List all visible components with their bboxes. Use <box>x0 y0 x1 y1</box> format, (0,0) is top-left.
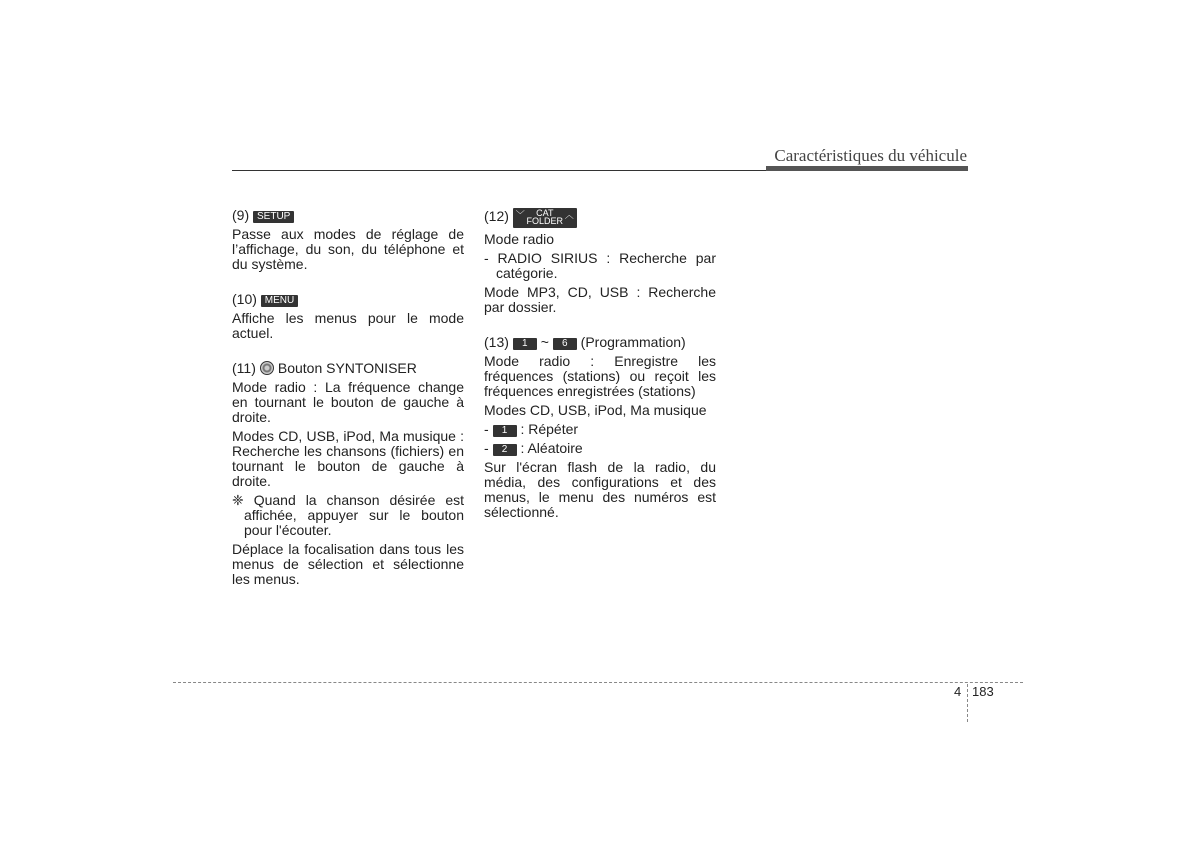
item-11-cd-text: Modes CD, USB, iPod, Ma musique : Recherche les chansons (fichiers) en tournant le bouton de gauche à droite. <box>232 428 464 489</box>
preset-1-button-icon: 1 <box>513 338 537 350</box>
item-10-label: (10) <box>232 291 257 307</box>
item-9-label: (9) <box>232 207 250 223</box>
cat-folder-button-icon: ﹀ CAT FOLDER ︿ <box>513 208 577 228</box>
item-11-radio-text: Mode radio : La fréquence change en tournant le bouton de gauche à droite. <box>232 379 464 425</box>
item-11-focus-text: Déplace la focalisation dans tous les menus de sélection et sélectionne les menus. <box>232 541 464 587</box>
item-12-mp3: Mode MP3, CD, USB : Recherche par dossier. <box>484 284 716 315</box>
item-13-label: (13) <box>484 334 509 350</box>
item-13-heading <box>484 335 716 350</box>
setup-button-icon: SETUP <box>253 211 294 223</box>
item-12-label: (12) <box>484 208 509 224</box>
chapter-number: 4 <box>954 684 962 699</box>
item-13-tilde: ~ <box>540 334 549 350</box>
item-13-repeat-line: - 1 : Répéter <box>484 421 579 437</box>
chevron-up-icon: ︿ <box>564 210 574 220</box>
left-column <box>232 208 464 591</box>
header-bar <box>766 166 968 171</box>
footer-divider <box>173 682 1023 683</box>
item-13-flash: Sur l'écran flash de la radio, du média, des configurations et des menus, le menu des numéros est sélectionné. <box>484 459 716 520</box>
item-13-title: (Programmation) <box>580 334 686 350</box>
item-11-label: (11) <box>232 360 256 376</box>
page-number: 183 <box>972 684 994 699</box>
item-13-radio: Mode radio : Enregistre les fréquences (stations) ou reçoit les fréquences enregistrées (stations) <box>484 353 716 399</box>
preset-6-button-icon: 6 <box>553 338 577 350</box>
item-12-heading <box>484 208 716 228</box>
item-11-heading <box>232 361 464 376</box>
random-text: : Aléatoire <box>520 440 583 456</box>
item-12-sirius: - RADIO SIRIUS : Recherche par catégorie. <box>484 250 716 281</box>
header-rule <box>232 170 767 171</box>
preset-2-random-icon: 2 <box>493 444 517 456</box>
right-column <box>484 208 716 524</box>
item-10-text: Affiche les menus pour le mode actuel. <box>232 310 464 341</box>
item-11-note: ❈ Quand la chanson désirée est affichée, appuyer sur le bouton pour l'écouter. <box>232 492 464 538</box>
header-title: Caractéristiques du véhicule <box>774 146 967 165</box>
item-9-heading <box>232 208 464 223</box>
tune-knob-icon <box>260 361 274 375</box>
chevron-down-icon: ﹀ <box>515 210 525 220</box>
item-13-random-line: - 2 : Aléatoire <box>484 440 583 456</box>
item-12-mode: Mode radio <box>484 231 555 247</box>
menu-button-icon: MENU <box>261 295 298 307</box>
item-11-title: Bouton SYNTONISER <box>277 360 417 376</box>
item-9-text: Passe aux modes de réglage de l’affichage, du son, du téléphone et du système. <box>232 226 464 272</box>
item-10-heading <box>232 292 464 307</box>
preset-1-repeat-icon: 1 <box>493 425 517 437</box>
footer-vertical-divider <box>967 684 968 722</box>
repeat-text: : Répéter <box>520 421 579 437</box>
item-13-modes: Modes CD, USB, iPod, Ma musique <box>484 402 707 418</box>
